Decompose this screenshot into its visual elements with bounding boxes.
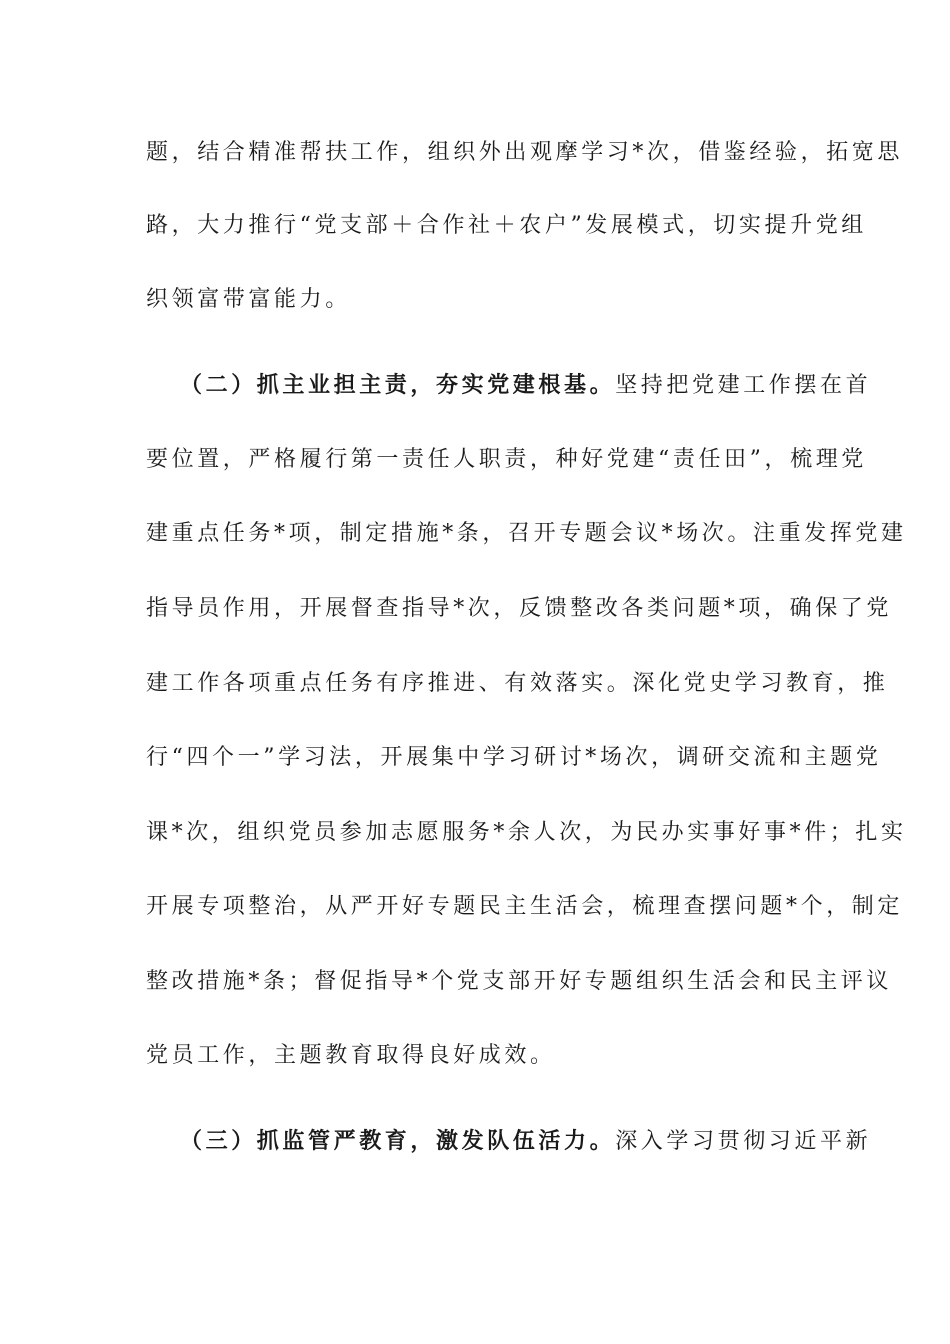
paragraph-2-line-4: 指导员作用，开展督查指导*次，反馈整改各类问题*项，确保了党 (146, 596, 893, 621)
paragraph-2-line-8: 开展专项整治，从严开好专题民主生活会，梳理查摆问题*个，制定 (146, 894, 904, 919)
paragraph-1-line-2: 路，大力推行“党支部＋合作社＋农户”发展模式，切实提升党组 (146, 213, 867, 238)
paragraph-2-line-5: 建工作各项重点任务有序推进、有效落实。深化党史学习教育，推 (146, 671, 889, 696)
paragraph-2-heading: （二）抓主业担主责，夯实党建根基。 (180, 372, 616, 398)
paragraph-1-line-1: 题，结合精准帮扶工作，组织外出观摩学习*次，借鉴经验，拓宽思 (146, 140, 904, 165)
paragraph-2-line-6: 行“四个一”学习法，开展集中学习研讨*场次，调研交流和主题党 (146, 745, 882, 770)
paragraph-2-line-10: 党员工作，主题教育取得良好成效。 (146, 1043, 556, 1068)
paragraph-3-first-line-text: 深入学习贯彻习近平新 (615, 1129, 872, 1154)
paragraph-2-line-2: 要位置，严格履行第一责任人职责，种好党建“责任田”，梳理党 (146, 447, 867, 472)
paragraph-3-first-line (180, 1121, 872, 1161)
paragraph-2-line-9: 整改措施*条；督促指导*个党支部开好专题组织生活会和民主评议 (146, 969, 893, 994)
paragraph-2-line-7: 课*次，组织党员参加志愿服务*余人次，为民办实事好事*件；扎实 (146, 820, 907, 845)
paragraph-2-first-line-text: 坚持把党建工作摆在首 (615, 373, 872, 398)
paragraph-2-line-3: 建重点任务*项，制定措施*条，召开专题会议*场次。注重发挥党建 (146, 521, 907, 546)
paragraph-1-line-3: 织领富带富能力。 (146, 287, 351, 312)
paragraph-2-first-line (180, 365, 872, 405)
paragraph-3-heading: （三）抓监管严教育，激发队伍活力。 (180, 1128, 616, 1154)
